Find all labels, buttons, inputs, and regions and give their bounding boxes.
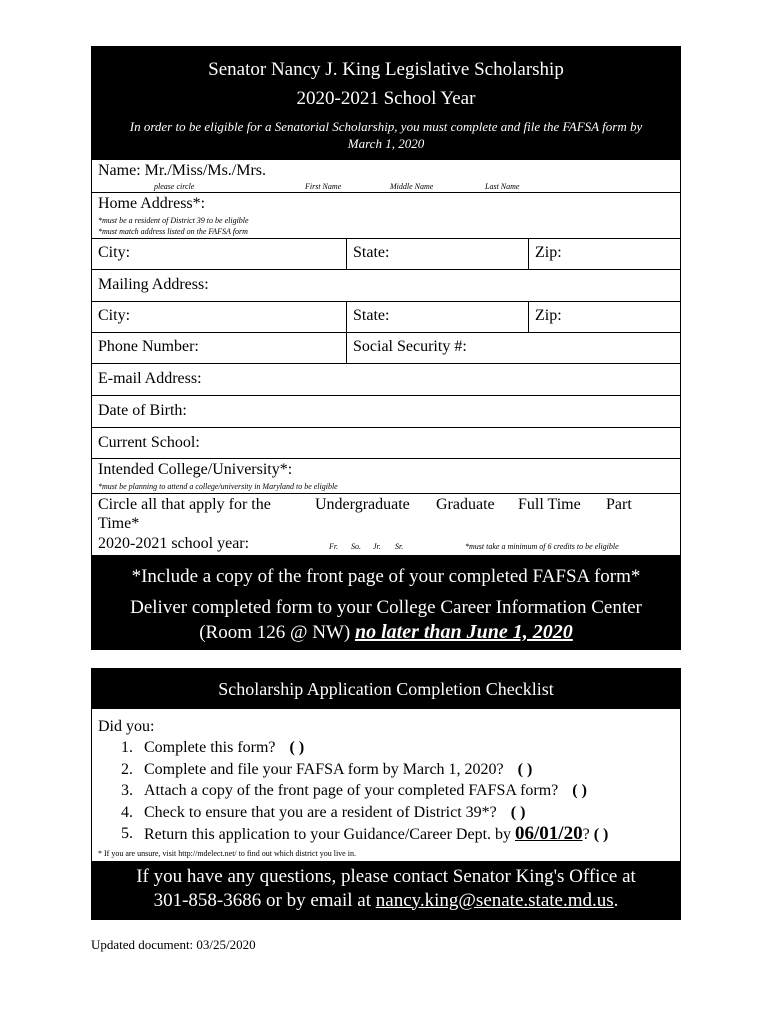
middle-name-caption: Middle Name (390, 182, 434, 191)
option-full-time[interactable]: Full Time (518, 496, 581, 513)
home-zip-cell[interactable] (528, 239, 680, 269)
home-city-label[interactable]: City: (98, 244, 131, 261)
college-note: *must be planning to attend a college/university in Maryland to be eligible (98, 482, 338, 491)
checkbox-mark[interactable]: ( ) (289, 739, 305, 756)
home-address-label: Home Address*: (98, 195, 206, 212)
mailing-city-label[interactable]: City: (98, 307, 131, 324)
home-zip-label: Zip: (535, 244, 562, 261)
home-address-note-fafsa: *must match address listed on the FAFSA form (98, 227, 248, 236)
checklist-item: 3. Attach a copy of the front page of your completed FAFSA form? ( ) (121, 782, 587, 799)
checklist-title: Scholarship Application Completion Checklist (92, 669, 680, 709)
contact-line-2: 301-858-3686 or by email at nancy.king@senate.state.md.us. (153, 889, 619, 911)
checklist-item: 1. Complete this form? ( ) (121, 739, 305, 756)
mailing-zip-cell[interactable] (528, 302, 680, 332)
room-deadline-line (92, 620, 680, 649)
checklist-items (92, 737, 680, 845)
dob-label: Date of Birth: (98, 402, 187, 419)
contact-block (92, 861, 680, 919)
mailing-state-cell[interactable] (346, 302, 527, 332)
phone-label[interactable]: Phone Number: (98, 338, 199, 355)
scholarship-form (91, 46, 681, 650)
home-address-row[interactable] (92, 192, 680, 238)
name-label: Name: Mr./Miss/Ms./Mrs. (98, 162, 267, 179)
mailing-address-row[interactable] (92, 269, 680, 301)
checklist-item: 2. Complete and file your FAFSA form by March 1, 2020? ( ) (121, 760, 533, 778)
current-school-row[interactable] (92, 427, 680, 458)
home-state-label: State: (353, 244, 390, 261)
mailing-city-row (92, 301, 680, 332)
year-junior[interactable]: Jr. (373, 542, 381, 551)
option-graduate[interactable]: Graduate (436, 496, 495, 513)
checkbox-mark[interactable]: ( ) (510, 803, 526, 821)
district-footnote: * If you are unsure, visit http://mdelect.net/ to find out which district you live in. (98, 848, 356, 858)
checkbox-mark[interactable]: ( ) (517, 760, 533, 778)
year-freshman[interactable]: Fr. (329, 542, 339, 551)
name-row[interactable] (92, 159, 680, 192)
please-circle-note: please circle (154, 182, 195, 191)
email-row[interactable] (92, 363, 680, 395)
mailing-state-label: State: (353, 307, 390, 324)
home-state-cell[interactable] (346, 239, 527, 269)
year-sophomore[interactable]: So. (351, 542, 361, 551)
circle-line-3: 2020-2021 school year: (98, 535, 250, 552)
mailing-address-label: Mailing Address: (98, 276, 209, 293)
ssn-cell[interactable] (346, 333, 680, 363)
form-title: Senator Nancy J. King Legislative Scholarship (208, 59, 564, 80)
circle-line-2: Time* (98, 515, 140, 532)
contact-phone: 301-858-3686 or by email at (153, 889, 372, 911)
checkbox-mark[interactable]: ( ) (593, 826, 609, 843)
checkbox-mark[interactable]: ( ) (572, 782, 587, 799)
instructions-block (92, 555, 680, 649)
checklist-item: 5. Return this application to your Guidance/Career Dept. by 06/01/20? ( ) (121, 823, 609, 844)
due-date: 06/01/20 (515, 823, 583, 844)
did-you-label: Did you: (98, 718, 155, 735)
home-city-row (92, 238, 680, 269)
phone-row (92, 332, 680, 363)
option-undergraduate[interactable]: Undergraduate (315, 496, 410, 513)
circle-line-1: Circle all that apply for the (98, 496, 271, 513)
first-name-caption: First Name (305, 182, 342, 191)
current-school-label: Current School: (98, 434, 200, 451)
dob-row[interactable] (92, 395, 680, 427)
year-senior[interactable]: Sr. (395, 542, 404, 551)
intended-college-row[interactable] (92, 458, 680, 493)
eligibility-note: In order to be eligible for a Senatorial Scholarship, you must complete and file the FAFSA form by March 1, 2020 (129, 119, 643, 151)
form-header (92, 47, 680, 159)
email-label: E-mail Address: (98, 370, 202, 387)
intended-college-label: Intended College/University*: (98, 461, 293, 478)
contact-email-link[interactable]: nancy.king@senate.state.md.us (375, 889, 614, 911)
include-fafsa-note: *Include a copy of the front page of your completed FAFSA form* (131, 566, 641, 587)
updated-date: Updated document: 03/25/2020 (91, 937, 256, 952)
last-name-caption: Last Name (485, 182, 520, 191)
room-text: (Room 126 @ NW) (199, 622, 351, 643)
contact-line-1: If you have any questions, please contact Senator King's Office at (136, 865, 636, 887)
option-part-time[interactable]: Part (606, 496, 632, 513)
checklist-item: 4. Check to ensure that you are a resident of District 39*? ( ) (121, 803, 526, 821)
deadline-text: no later than June 1, 2020 (354, 621, 573, 643)
completion-checklist (91, 668, 681, 920)
school-year: 2020-2021 School Year (296, 88, 476, 109)
deliver-note: Deliver completed form to your College Career Information Center (130, 597, 642, 618)
ssn-label: Social Security #: (353, 338, 467, 355)
enrollment-row (92, 493, 680, 555)
home-address-note-district: *must be a resident of District 39 to be eligible (98, 216, 249, 225)
credits-note: *must take a minimum of 6 credits to be eligible (465, 542, 619, 551)
mailing-zip-label: Zip: (535, 307, 562, 324)
